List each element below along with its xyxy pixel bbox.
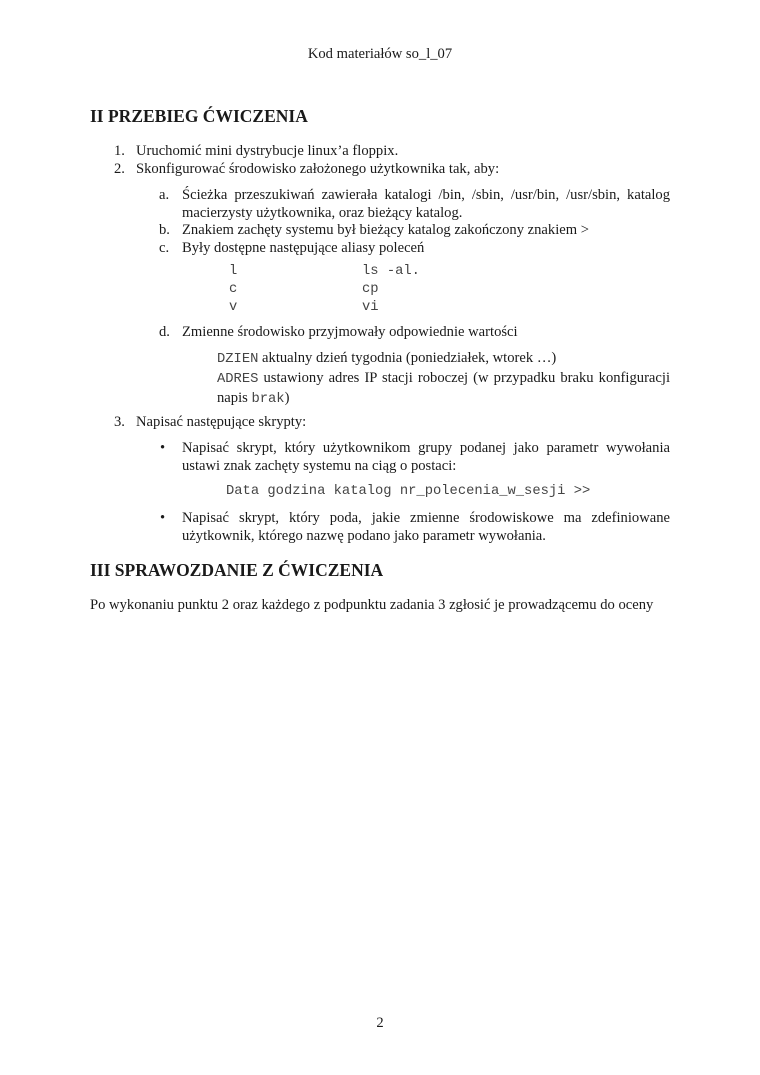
alias-table xyxy=(229,263,420,317)
section-3-heading: III SPRAWOZDANIE Z ĆWICZENIA xyxy=(90,560,384,580)
sub-a-label: a. xyxy=(159,187,170,203)
prompt-format: Data godzina katalog nr_polecenia_w_sesji >> xyxy=(226,484,591,499)
sub-d-text: Zmienne środowisko przyjmowały odpowiednie wartości xyxy=(182,324,518,340)
dzien-definition xyxy=(217,349,670,369)
bullet-icon: • xyxy=(160,440,166,456)
sub-d-label: d. xyxy=(159,324,170,340)
page-number: 2 xyxy=(376,1015,384,1031)
alias-row xyxy=(229,281,420,299)
sub-c-text: Były dostępne następujące aliasy poleceń xyxy=(182,240,425,256)
sub-b-label: b. xyxy=(159,222,170,238)
item-1-text: Uruchomić mini dystrybucje linux’a floppix. xyxy=(136,143,399,159)
section-3-text: Po wykonaniu punktu 2 oraz każdego z podpunktu zadania 3 zgłosić je prowadzącemu do oceny xyxy=(90,597,654,613)
dzien-variable: DZIEN xyxy=(217,352,259,367)
sub-a-text: Ścieżka przeszukiwań zawierała katalogi /bin, /sbin, /usr/bin, /usr/sbin, katalog macierzysty użytkownika, oraz bieżący katalog. xyxy=(182,187,670,221)
adres-close: ) xyxy=(284,390,290,406)
alias-row xyxy=(229,299,420,317)
adres-variable: ADRES xyxy=(217,372,259,387)
alias-row xyxy=(229,263,420,281)
alias-name: l xyxy=(229,264,238,279)
adres-definition xyxy=(217,369,670,409)
bullet-icon: • xyxy=(160,510,166,526)
adres-description: ustawiony adres IP stacji roboczej (w przypadku braku konfiguracji napis xyxy=(217,370,670,406)
page-header: Kod materiałów so_l_07 xyxy=(307,46,453,62)
bullet-1-text: Napisać skrypt, który użytkownikom grupy podanej jako parametr wywołania ustawi znak zachęty systemu na ciąg o postaci: xyxy=(182,440,670,474)
alias-name: c xyxy=(229,282,238,297)
item-2-text: Skonfigurować środowisko założonego użytkownika tak, aby: xyxy=(136,161,500,177)
item-1-number: 1. xyxy=(114,143,125,159)
alias-name: v xyxy=(229,300,238,315)
brak-value: brak xyxy=(251,392,285,407)
sub-c-label: c. xyxy=(159,240,170,256)
item-2-number: 2. xyxy=(114,161,125,177)
item-3-text: Napisać następujące skrypty: xyxy=(136,414,307,430)
dzien-description: aktualny dzień tygodnia (poniedziałek, wtorek …) xyxy=(258,350,557,366)
bullet-2-text: Napisać skrypt, który poda, jakie zmienne środowiskowe ma zdefiniowane użytkownik, którego nazwę podano jako parametr wywołania. xyxy=(182,510,670,544)
sub-b-text: Znakiem zachęty systemu był bieżący katalog zakończony znakiem > xyxy=(182,222,589,238)
section-2-heading: II PRZEBIEG ĆWICZENIA xyxy=(90,106,308,126)
alias-command: ls -al. xyxy=(362,264,420,279)
item-3-number: 3. xyxy=(114,414,125,430)
alias-command: cp xyxy=(362,282,379,297)
alias-command: vi xyxy=(362,300,379,315)
